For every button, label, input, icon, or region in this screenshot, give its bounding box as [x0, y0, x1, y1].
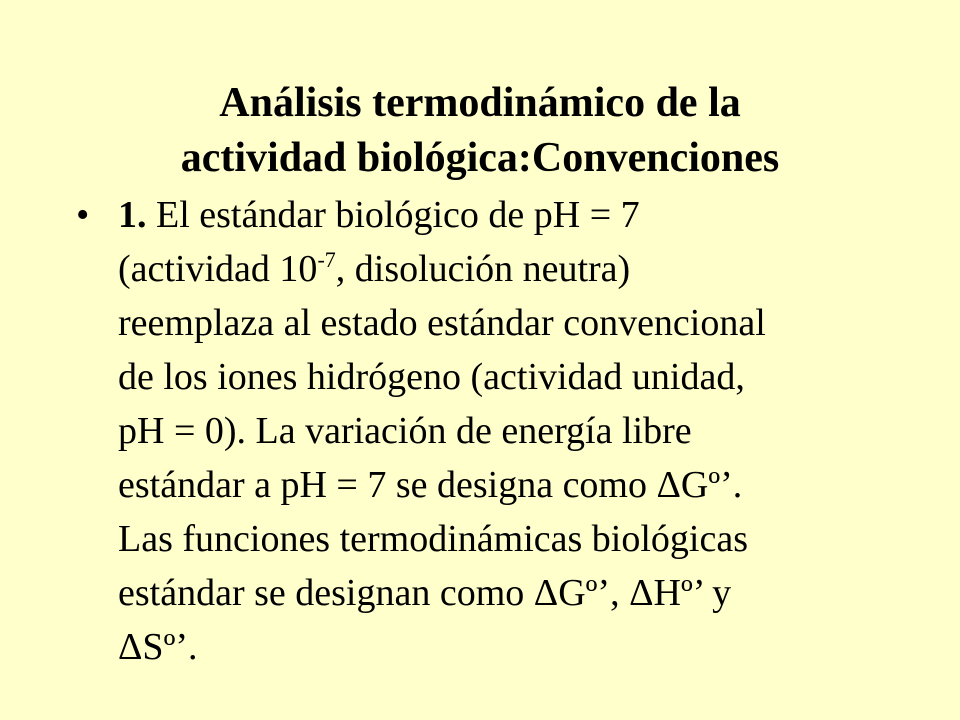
title-line-2: actividad biológica:Convenciones [180, 135, 780, 181]
line2-after: , disolución neutra) [335, 248, 631, 290]
slide-title [0, 76, 960, 186]
bullet-symbol: • [76, 194, 90, 236]
title-line-1: Análisis termodinámico de la [219, 80, 741, 126]
item-number: 1. [118, 194, 147, 236]
line2-before: (actividad 10 [118, 248, 318, 290]
text-line-2 [118, 242, 766, 296]
text-line-1 [118, 188, 766, 242]
text-line-9: ΔSº’. [118, 626, 198, 668]
text-line-8: estándar se designan como ΔGº’, ΔHº’ y [118, 572, 732, 614]
line1-text: El estándar biológico de pH = 7 [146, 194, 640, 236]
text-line-4: de los iones hidrógeno (actividad unidad, [118, 356, 745, 398]
text-line-6: estándar a pH = 7 se designa como ΔGº’. [118, 464, 743, 506]
text-line-3: reemplaza al estado estándar convencional [118, 302, 766, 344]
exponent: -7 [317, 247, 336, 272]
bullet-item-text [118, 188, 766, 674]
text-line-7: Las funciones termodinámicas biológicas [118, 518, 748, 560]
text-line-5: pH = 0). La variación de energía libre [118, 410, 692, 452]
